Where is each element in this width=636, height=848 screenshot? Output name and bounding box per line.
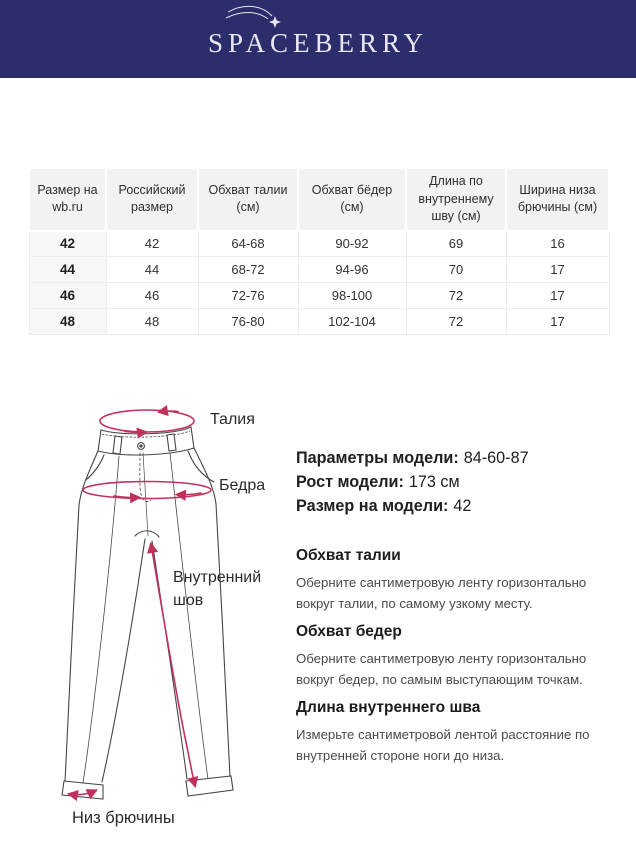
brand-logo — [208, 28, 428, 59]
model-size-value: 42 — [453, 497, 472, 515]
table-cell: 94-96 — [298, 257, 406, 283]
model-height-line — [296, 470, 616, 494]
model-info — [296, 446, 616, 518]
table-cell: 48 — [106, 309, 198, 335]
size-cell: 42 — [29, 231, 106, 257]
table-header-row — [29, 168, 609, 231]
table-row — [29, 309, 609, 335]
measure-instructions — [296, 547, 616, 776]
table-cell: 68-72 — [198, 257, 298, 283]
model-params-line — [296, 446, 616, 470]
table-cell: 72 — [406, 309, 506, 335]
size-cell: 48 — [29, 309, 106, 335]
waist-label: Талия — [210, 411, 255, 428]
table-row — [29, 231, 609, 257]
size-cell: 46 — [29, 283, 106, 309]
model-params-value: 84-60-87 — [463, 449, 529, 467]
waist-arrow-left — [159, 411, 178, 412]
hips-ellipse — [83, 482, 211, 499]
table-cell: 102-104 — [298, 309, 406, 335]
table-cell: 64-68 — [198, 231, 298, 257]
hips-section-body: Оберните сантиметровую ленту горизонтально вокруг бедер, по самым выступающим точкам. — [296, 651, 587, 687]
inseam-section-body: Измерьте сантиметровой лентой расстояние по внутренней стороне ноги до низа. — [296, 727, 590, 763]
inseam-section-title: Длина внутреннего шва — [296, 699, 481, 717]
table-cell: 69 — [406, 231, 506, 257]
model-size-label: Размер на модели: — [296, 497, 449, 515]
shooting-star-icon — [222, 2, 302, 34]
waist-ellipse — [100, 410, 194, 432]
size-table — [28, 167, 610, 335]
model-size-line — [296, 494, 616, 518]
column-header: Российский размер — [106, 168, 198, 231]
leg-bottom-label: Низ брючины — [72, 809, 175, 827]
size-cell: 44 — [29, 257, 106, 283]
hips-label: Бедра — [219, 477, 266, 494]
column-header: Ширина низа брючины (см) — [506, 168, 609, 231]
table-cell: 42 — [106, 231, 198, 257]
column-header: Размер на wb.ru — [29, 168, 106, 231]
table-cell: 72 — [406, 283, 506, 309]
column-header: Длина по внутреннему шву (см) — [406, 168, 506, 231]
table-cell: 70 — [406, 257, 506, 283]
table-cell: 16 — [506, 231, 609, 257]
pants-outline — [62, 427, 233, 799]
hips-section-title: Обхват бедер — [296, 623, 402, 641]
table-cell: 44 — [106, 257, 198, 283]
model-height-value: 173 см — [408, 473, 460, 491]
waist-section-body: Оберните сантиметровую ленту горизонтально вокруг талии, по самому узкому месту. — [296, 575, 587, 611]
column-header: Обхват бёдер (см) — [298, 168, 406, 231]
model-params-label: Параметры модели: — [296, 449, 459, 467]
waist-section-title: Обхват талии — [296, 547, 401, 564]
brand-header — [0, 0, 636, 78]
table-cell: 46 — [106, 283, 198, 309]
inseam-label: Внутренний шов — [173, 569, 262, 610]
table-cell: 98-100 — [298, 283, 406, 309]
table-cell: 76-80 — [198, 309, 298, 335]
table-body — [29, 231, 609, 335]
table-cell: 17 — [506, 283, 609, 309]
column-header: Обхват талии (см) — [198, 168, 298, 231]
table-cell: 90-92 — [298, 231, 406, 257]
pants-measurement-diagram — [30, 390, 290, 848]
pants-drawing — [30, 390, 290, 848]
table-cell: 17 — [506, 309, 609, 335]
table-row — [29, 257, 609, 283]
model-height-label: Рост модели: — [296, 473, 404, 491]
table-cell: 17 — [506, 257, 609, 283]
table-row — [29, 283, 609, 309]
brand-logo-text: SPACEBERRY — [207, 27, 429, 58]
table-cell: 72-76 — [198, 283, 298, 309]
waist-arrow-right — [125, 432, 146, 433]
